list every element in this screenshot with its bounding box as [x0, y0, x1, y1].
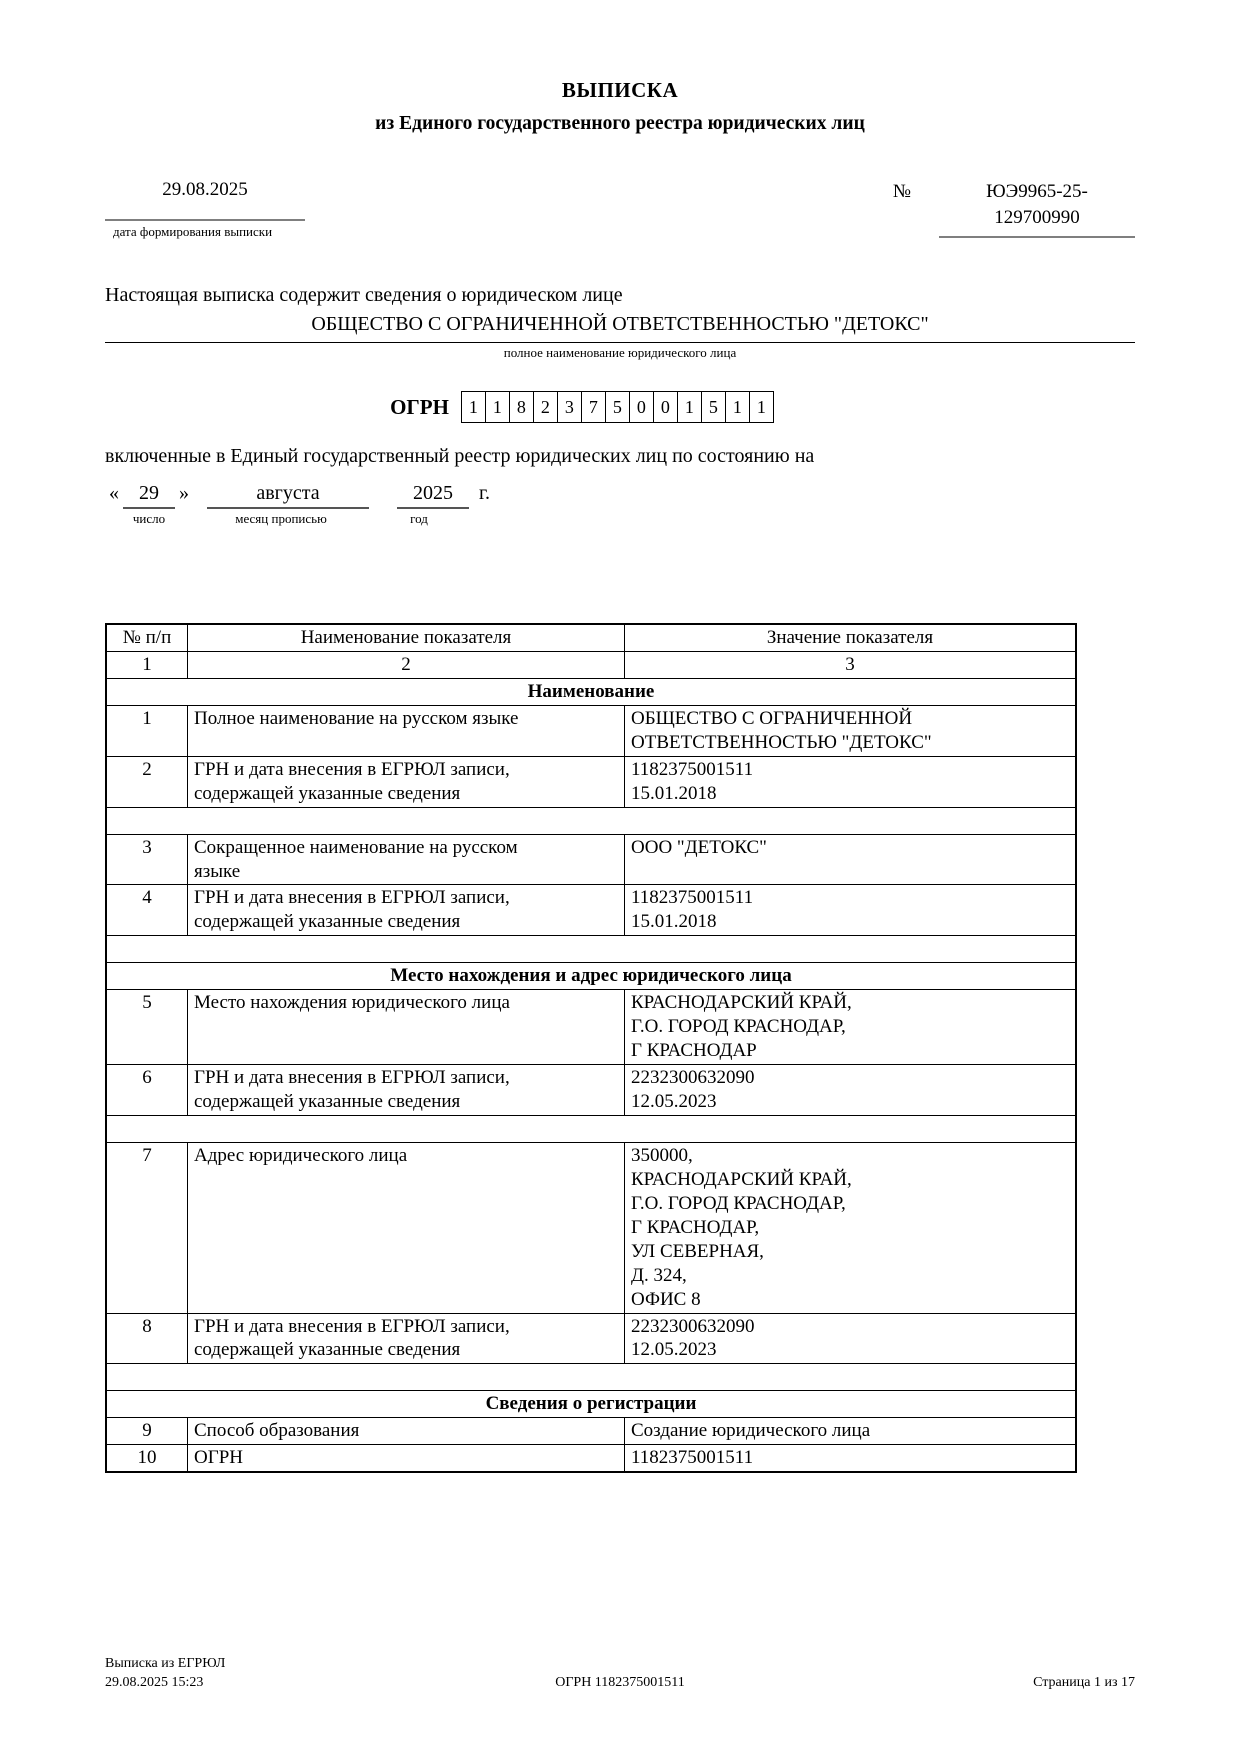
indicator-name: ГРН и дата внесения в ЕГРЮЛ записи, содержащей указанные сведения — [188, 756, 625, 807]
spacer-cell — [106, 1115, 1076, 1142]
year-value: 2025 — [397, 482, 469, 509]
close-quote: » — [179, 482, 189, 504]
table-row — [106, 1065, 1076, 1116]
section-label: Наименование — [106, 678, 1076, 705]
company-full-name: ОБЩЕСТВО С ОГРАНИЧЕННОЙ ОТВЕТСТВЕННОСТЬЮ "ДЕТОКС" — [105, 313, 1135, 343]
month-value: августа — [207, 482, 369, 509]
open-quote: « — [109, 482, 119, 504]
table-row — [106, 1142, 1076, 1313]
footer-page-number: Страница 1 из 17 — [1033, 1675, 1135, 1691]
included-line: включенные в Единый государственный реестр юридических лиц по состоянию на — [105, 445, 815, 467]
indicator-name: ГРН и дата внесения в ЕГРЮЛ записи, содержащей указанные сведения — [188, 885, 625, 936]
row-number: 1 — [106, 705, 188, 756]
page-title: ВЫПИСКА — [561, 78, 679, 102]
as-of-date-line — [105, 482, 1135, 527]
indicator-name: Полное наименование на русском языке — [188, 705, 625, 756]
row-number: 10 — [106, 1445, 188, 1472]
spacer-row — [106, 1115, 1076, 1142]
indicator-value: Создание юридического лица — [625, 1418, 1077, 1445]
indicator-value: 1182375001511 — [625, 1445, 1077, 1472]
section-label: Сведения о регистрации — [106, 1391, 1076, 1418]
day-value: 29 — [123, 482, 175, 509]
table-row — [106, 885, 1076, 936]
indicator-value: 2232300632090 12.05.2023 — [625, 1065, 1077, 1116]
footer-doc-name: Выписка из ЕГРЮЛ — [105, 1656, 226, 1672]
spacer-cell — [106, 1364, 1076, 1391]
table-row — [106, 1418, 1076, 1445]
table-header-row — [106, 624, 1076, 651]
extract-number-line2: 129700990 — [994, 206, 1080, 228]
ogrn-digit-box: 1 — [749, 391, 774, 423]
page-footer — [105, 1655, 1135, 1693]
ogrn-digit-box: 5 — [605, 391, 630, 423]
row-number: 4 — [106, 885, 188, 936]
extract-date-caption: дата формирования выписки — [113, 224, 273, 239]
indicator-value: ООО "ДЕТОКС" — [625, 834, 1077, 885]
table-row — [106, 1313, 1076, 1364]
row-number: 2 — [106, 756, 188, 807]
footer-ogrn: ОГРН 1182375001511 — [555, 1675, 685, 1691]
intro-text: Настоящая выписка содержит сведения о юридическом лице — [105, 284, 623, 306]
extract-date-underline — [105, 219, 305, 221]
section-row — [106, 963, 1076, 990]
ogrn-digit-box: 2 — [533, 391, 558, 423]
row-number: 8 — [106, 1313, 188, 1364]
ogrn-row — [67, 391, 1097, 423]
indicator-value: 1182375001511 15.01.2018 — [625, 885, 1077, 936]
ogrn-label: ОГРН — [390, 394, 449, 419]
spacer-row — [106, 936, 1076, 963]
ogrn-digit-box: 8 — [509, 391, 534, 423]
section-row — [106, 678, 1076, 705]
table-header-cell: Наименование показателя — [188, 624, 625, 651]
extract-number-block — [893, 179, 1135, 240]
year-suffix: г. — [479, 482, 490, 504]
column-numbers-row — [106, 651, 1076, 678]
ogrn-digit-box: 0 — [653, 391, 678, 423]
ogrn-digit-boxes — [461, 391, 774, 423]
company-name-caption: полное наименование юридического лица — [503, 345, 737, 360]
spacer-row — [106, 807, 1076, 834]
meta-row — [105, 179, 1135, 240]
section-label: Место нахождения и адрес юридического лица — [106, 963, 1076, 990]
ogrn-digit-box: 3 — [557, 391, 582, 423]
ogrn-digit-box: 1 — [677, 391, 702, 423]
footer-left — [105, 1655, 448, 1693]
indicator-value: ОБЩЕСТВО С ОГРАНИЧЕННОЙ ОТВЕТСТВЕННОСТЬЮ "ДЕТОКС" — [625, 705, 1077, 756]
year-caption: год — [410, 511, 428, 526]
indicator-name: ГРН и дата внесения в ЕГРЮЛ записи, содержащей указанные сведения — [188, 1313, 625, 1364]
ogrn-digit-box: 0 — [629, 391, 654, 423]
row-number: 7 — [106, 1142, 188, 1313]
indicator-name: ГРН и дата внесения в ЕГРЮЛ записи, содержащей указанные сведения — [188, 1065, 625, 1116]
ogrn-digit-box: 1 — [461, 391, 486, 423]
day-caption: число — [132, 511, 166, 526]
indicator-name: Место нахождения юридического лица — [188, 990, 625, 1065]
table-row — [106, 756, 1076, 807]
ogrn-digit-box: 1 — [485, 391, 510, 423]
column-number-cell: 1 — [106, 651, 188, 678]
day-field-group — [123, 482, 175, 527]
page-subtitle: из Единого государственного реестра юридических лиц — [375, 113, 865, 134]
company-block — [105, 313, 1135, 361]
spacer-cell — [106, 936, 1076, 963]
indicator-value: 1182375001511 15.01.2018 — [625, 756, 1077, 807]
spacer-cell — [106, 807, 1076, 834]
extract-date-block — [105, 179, 305, 240]
indicator-name: Сокращенное наименование на русском языке — [188, 834, 625, 885]
table-header-cell: Значение показателя — [625, 624, 1077, 651]
table-header-cell: № п/п — [106, 624, 188, 651]
extract-number-line1: ЮЭ9965-25- — [986, 181, 1088, 202]
indicator-value: КРАСНОДАРСКИЙ КРАЙ, Г.О. ГОРОД КРАСНОДАР, Г КРАСНОДАР — [625, 990, 1077, 1065]
table-row — [106, 834, 1076, 885]
spacer-row — [106, 1364, 1076, 1391]
column-number-cell: 2 — [188, 651, 625, 678]
table-row — [106, 705, 1076, 756]
extract-date: 29.08.2025 — [162, 179, 248, 200]
row-number: 6 — [106, 1065, 188, 1116]
extract-number-underline — [939, 236, 1135, 238]
footer-datetime: 29.08.2025 15:23 — [105, 1675, 204, 1691]
ogrn-digit-box: 7 — [581, 391, 606, 423]
row-number: 3 — [106, 834, 188, 885]
month-field-group — [193, 482, 369, 527]
section-row — [106, 1391, 1076, 1418]
indicators-table — [105, 623, 1077, 1473]
number-sign: № — [892, 181, 911, 202]
row-number: 9 — [106, 1418, 188, 1445]
table-row — [106, 1445, 1076, 1472]
indicator-value: 350000, КРАСНОДАРСКИЙ КРАЙ, Г.О. ГОРОД КРАСНОДАР, Г КРАСНОДАР, УЛ СЕВЕРНАЯ, Д. 324, ОФИС 8 — [625, 1142, 1077, 1313]
ogrn-digit-box: 1 — [725, 391, 750, 423]
indicator-value: 2232300632090 12.05.2023 — [625, 1313, 1077, 1364]
year-field-group — [369, 482, 469, 527]
row-number: 5 — [106, 990, 188, 1065]
indicator-name: Способ образования — [188, 1418, 625, 1445]
table-row — [106, 990, 1076, 1065]
column-number-cell: 3 — [625, 651, 1077, 678]
ogrn-digit-box: 5 — [701, 391, 726, 423]
indicator-name: ОГРН — [188, 1445, 625, 1472]
indicator-name: Адрес юридического лица — [188, 1142, 625, 1313]
month-caption: месяц прописью — [235, 511, 327, 526]
